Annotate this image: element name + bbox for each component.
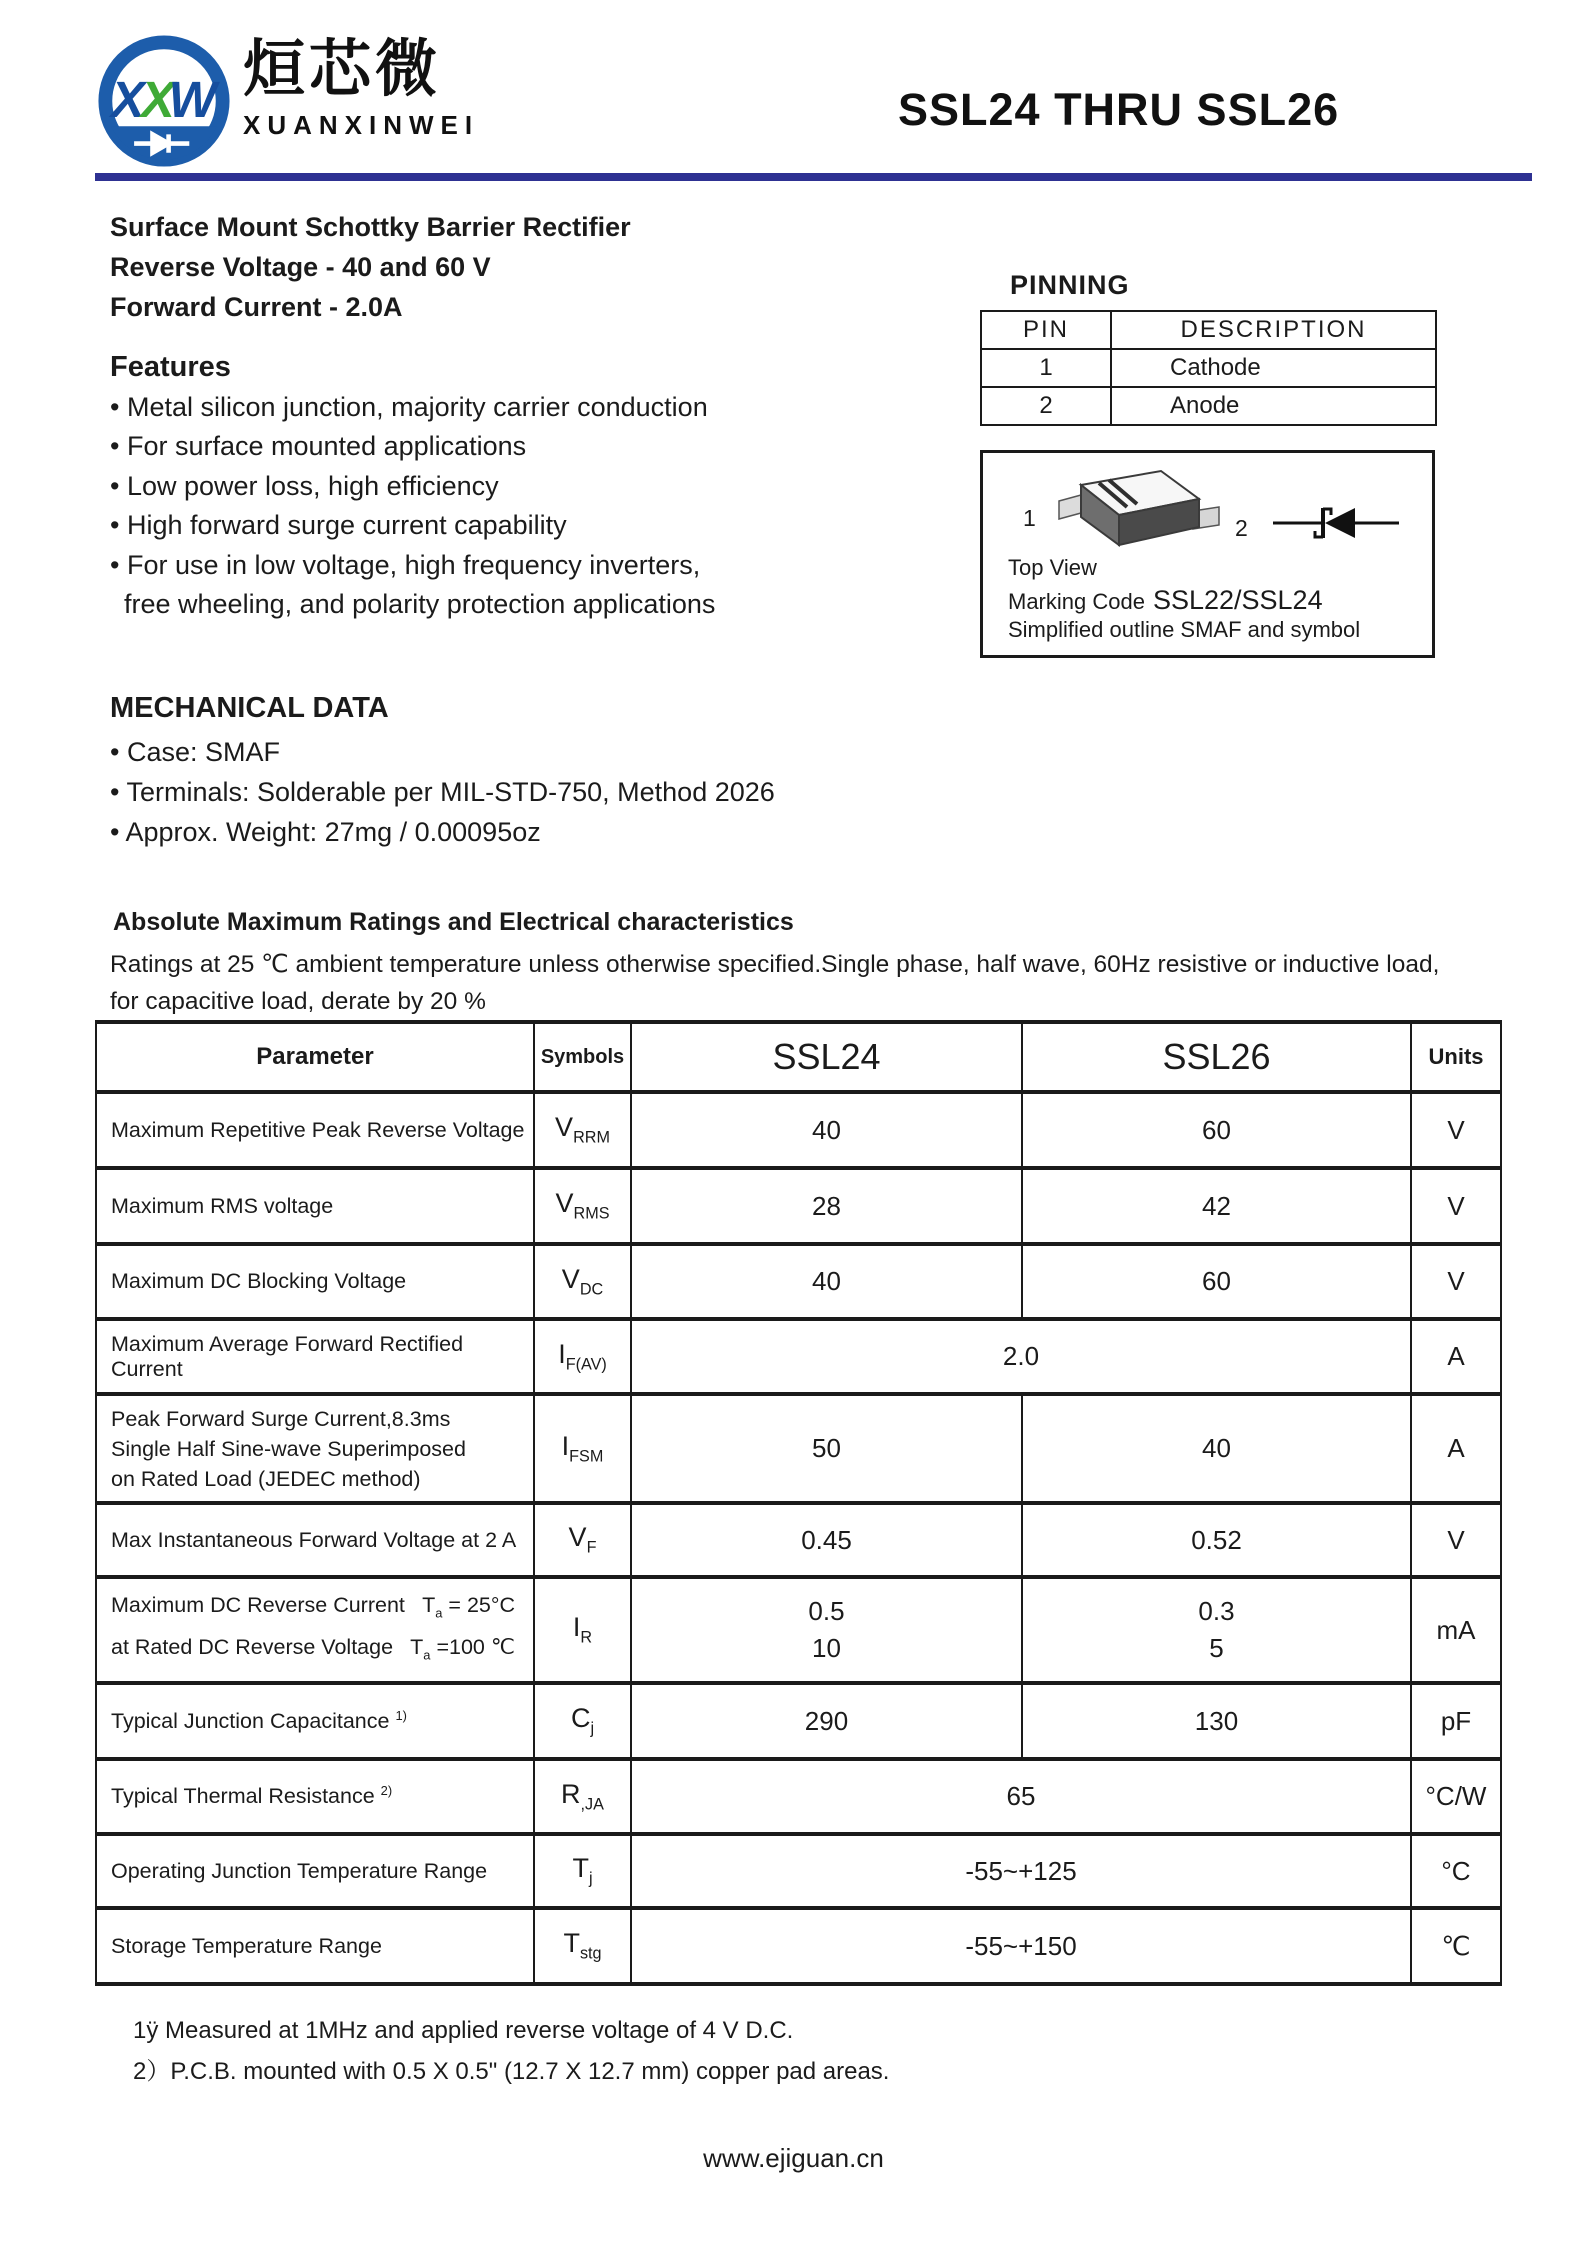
symbol-cell: $V_{RRM}$ — [534, 1092, 631, 1168]
units-cell: °C — [1411, 1834, 1501, 1908]
pin-description: Anode — [1111, 387, 1436, 425]
logo-icon — [95, 32, 233, 170]
merged-value: 65 — [631, 1759, 1411, 1834]
units-cell: V — [1411, 1092, 1501, 1168]
units-cell: A — [1411, 1394, 1501, 1503]
units-cell: ℃ — [1411, 1908, 1501, 1984]
param-cell: Typical Thermal Resistance $^{2)}$ — [96, 1759, 534, 1834]
ratings-note-line: for capacitive load, derate by 20 % — [110, 988, 486, 1015]
symbol-cell: $T_j$ — [534, 1834, 631, 1908]
table-row — [96, 1908, 1501, 1984]
pinning-col-pin: PIN — [981, 311, 1111, 349]
logo-chinese-text: 烜芯微 — [243, 35, 442, 104]
schottky-diode-symbol-icon — [1271, 501, 1401, 545]
col-parameter: Parameter — [96, 1022, 534, 1092]
param-cell: Peak Forward Surge Current,8.3ms Single Half Sine-wave Superimposed on Rated Load (JEDEC method) — [96, 1394, 534, 1503]
company-logo — [95, 32, 479, 170]
svg-text:X: X — [111, 71, 145, 129]
units-cell: A — [1411, 1319, 1501, 1394]
ratings-table — [95, 1020, 1502, 1986]
ssl26-value: 0.52 — [1022, 1503, 1411, 1577]
ssl26-value: 0.3 5 — [1022, 1577, 1411, 1683]
symbol-cell: $T_{stg}$ — [534, 1908, 631, 1984]
summary-line: Forward Current - 2.0A — [110, 292, 403, 322]
pin-number: 2 — [981, 387, 1111, 425]
package-pin1-label: 1 — [1023, 505, 1036, 531]
package-outline-box — [980, 450, 1435, 658]
feature-item: • Metal silicon junction, majority carrier conduction — [110, 388, 715, 428]
units-cell: V — [1411, 1168, 1501, 1244]
merged-value: -55~+150 — [631, 1908, 1411, 1984]
logo-latin-text: XUANXINWEI — [243, 110, 480, 140]
ssl26-value: 42 — [1022, 1168, 1411, 1244]
mechanical-heading: MECHANICAL DATA — [110, 692, 389, 724]
col-ssl24: SSL24 — [631, 1022, 1022, 1092]
units-cell: pF — [1411, 1683, 1501, 1759]
feature-item: • High forward surge current capability — [110, 506, 715, 546]
mechanical-item: • Approx. Weight: 27mg / 0.00095oz — [110, 812, 775, 852]
package-marking-code — [1008, 585, 1323, 616]
ssl24-value: 0.5 10 — [631, 1577, 1022, 1683]
units-cell: V — [1411, 1503, 1501, 1577]
ssl24-value: 40 — [631, 1092, 1022, 1168]
ratings-heading: Absolute Maximum Ratings and Electrical characteristics — [113, 908, 794, 936]
table-row — [981, 387, 1436, 425]
table-row — [981, 349, 1436, 387]
footer-website: www.ejiguan.cn — [703, 2143, 884, 2173]
table-header-row — [96, 1022, 1501, 1092]
symbol-cell: $V_F$ — [534, 1503, 631, 1577]
summary-line: Reverse Voltage - 40 and 60 V — [110, 252, 491, 282]
feature-item-continuation: free wheeling, and polarity protection applications — [124, 589, 716, 619]
symbol-cell: $C_j$ — [534, 1683, 631, 1759]
units-cell: °C/W — [1411, 1759, 1501, 1834]
table-row — [96, 1092, 1501, 1168]
table-row — [96, 1319, 1501, 1394]
param-cell: Maximum Repetitive Peak Reverse Voltage — [96, 1092, 534, 1168]
ssl24-value: 40 — [631, 1244, 1022, 1319]
svg-text:W: W — [168, 71, 217, 129]
table-row — [96, 1503, 1501, 1577]
marking-code-value: SSL22/SSL24 — [1152, 585, 1323, 615]
table-row — [96, 1244, 1501, 1319]
features-section — [110, 348, 715, 625]
package-outline-note: Simplified outline SMAF and symbol — [1008, 617, 1361, 642]
pinning-heading: PINNING — [1010, 270, 1130, 300]
ssl26-value: 60 — [1022, 1092, 1411, 1168]
feature-item: • Low power loss, high efficiency — [110, 467, 715, 507]
param-cell: Typical Junction Capacitance $^{1)}$ — [96, 1683, 534, 1759]
col-ssl26: SSL26 — [1022, 1022, 1411, 1092]
merged-value: 2.0 — [631, 1319, 1411, 1394]
features-heading: Features — [110, 351, 231, 383]
header-divider — [95, 173, 1532, 181]
mechanical-item: • Terminals: Solderable per MIL-STD-750, Method 2026 — [110, 772, 775, 812]
table-row — [96, 1577, 1501, 1683]
param-cell: Max Instantaneous Forward Voltage at 2 A — [96, 1503, 534, 1577]
product-summary — [110, 207, 631, 327]
param-cell: Maximum RMS voltage — [96, 1168, 534, 1244]
pinning-table — [980, 310, 1437, 426]
ssl24-value: 0.45 — [631, 1503, 1022, 1577]
pin-description: Cathode — [1111, 349, 1436, 387]
merged-value: -55~+125 — [631, 1834, 1411, 1908]
feature-item: • For use in low voltage, high frequency inverters, — [110, 546, 715, 586]
footnote-1: 1ÿ Measured at 1MHz and applied reverse voltage of 4 V D.C. — [133, 2017, 794, 2044]
units-cell: V — [1411, 1244, 1501, 1319]
col-units: Units — [1411, 1022, 1501, 1092]
feature-item: • For surface mounted applications — [110, 427, 715, 467]
param-cell: Operating Junction Temperature Range — [96, 1834, 534, 1908]
table-row — [96, 1759, 1501, 1834]
ratings-note-line: Ratings at 25 ℃ ambient temperature unless otherwise specified.Single phase, half wave, 60Hz resistive or inductive load, — [110, 951, 1440, 978]
symbol-cell: $I_R$ — [534, 1577, 631, 1683]
symbol-cell: $I_{F(AV)}$ — [534, 1319, 631, 1394]
param-cell: Maximum DC Blocking Voltage — [96, 1244, 534, 1319]
ssl26-value: 130 — [1022, 1683, 1411, 1759]
package-pin2-label: 2 — [1235, 515, 1248, 541]
ssl24-value: 290 — [631, 1683, 1022, 1759]
ssl24-value: 28 — [631, 1168, 1022, 1244]
ratings-conditions — [110, 946, 1530, 1020]
package-3d-icon — [1041, 463, 1231, 563]
table-row — [96, 1834, 1501, 1908]
param-cell: Storage Temperature Range — [96, 1908, 534, 1984]
symbol-cell: $V_{RMS}$ — [534, 1168, 631, 1244]
marking-code-label: Marking Code — [1008, 589, 1145, 614]
package-top-view-label: Top View — [1008, 555, 1097, 580]
summary-line: Surface Mount Schottky Barrier Rectifier — [110, 212, 631, 242]
units-cell: mA — [1411, 1577, 1501, 1683]
pin-number: 1 — [981, 349, 1111, 387]
table-row — [96, 1394, 1501, 1503]
svg-text:X: X — [141, 71, 175, 129]
table-row — [96, 1683, 1501, 1759]
ssl24-value: 50 — [631, 1394, 1022, 1503]
symbol-cell: $R_{,JA}$ — [534, 1759, 631, 1834]
param-cell: Maximum Average Forward Rectified Current — [96, 1319, 534, 1394]
symbol-cell: $V_{DC}$ — [534, 1244, 631, 1319]
footnotes — [133, 2010, 889, 2092]
page-title: SSL24 THRU SSL26 — [898, 84, 1340, 135]
param-cell: Maximum DC Reverse Current $T_a = 25^\circ C$ at Rated DC Reverse Voltage $T_a =100$ ℃ — [96, 1577, 534, 1683]
table-row — [96, 1168, 1501, 1244]
mechanical-data-section — [110, 688, 775, 852]
mechanical-item: • Case: SMAF — [110, 732, 775, 772]
pinning-col-description: DESCRIPTION — [1111, 311, 1436, 349]
ssl26-value: 40 — [1022, 1394, 1411, 1503]
footnote-2: 2）P.C.B. mounted with 0.5 X 0.5" (12.7 X 12.7 mm) copper pad areas. — [133, 2058, 890, 2085]
col-symbols: Symbols — [534, 1022, 631, 1092]
ssl26-value: 60 — [1022, 1244, 1411, 1319]
symbol-cell: $I_{FSM}$ — [534, 1394, 631, 1503]
